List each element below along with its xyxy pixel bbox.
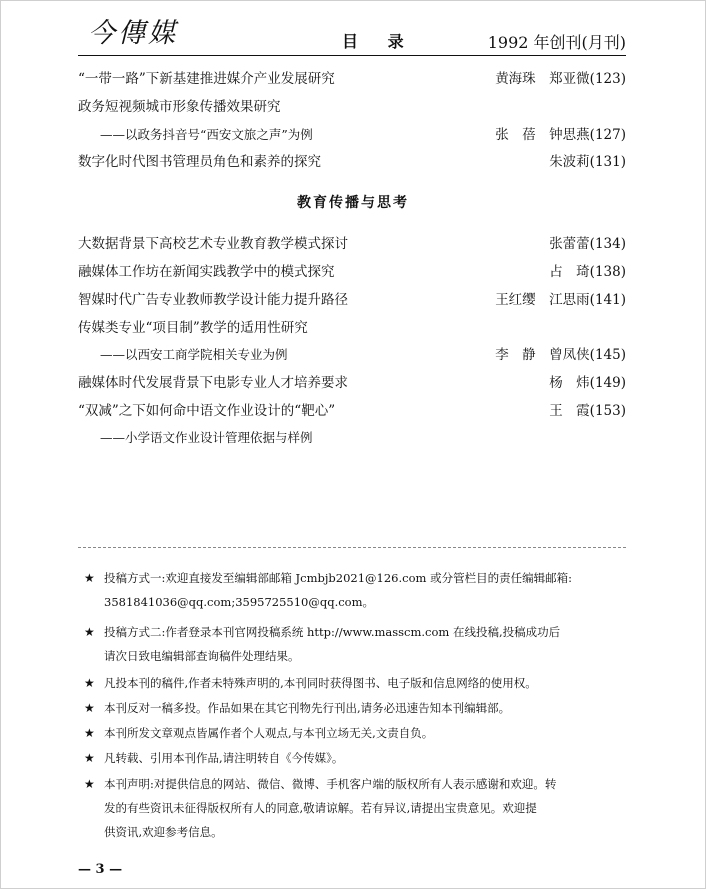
note-line: 本刊声明:对提供信息的网站、微信、微博、手机客户端的版权所有人表示感谢和欢迎。转 — [104, 777, 557, 791]
entry-authors: 黄海珠 郑亚微(123) — [495, 71, 626, 87]
note-line: 凡转载、引用本刊作品,请注明转自《今传媒》。 — [104, 751, 344, 765]
note-item — [84, 566, 616, 614]
note-item — [84, 671, 616, 695]
header-rule — [78, 55, 626, 56]
toc-entry[interactable] — [78, 370, 626, 396]
toc-entry-subtitle[interactable] — [78, 425, 626, 451]
note-line: 投稿方式一:欢迎直接发至编辑部邮箱 Jcmbjb2021@126.com 或分管栏目的责任编辑邮箱: — [104, 571, 572, 585]
entry-title: 融媒体工作坊在新闻实践教学中的模式探究 — [78, 264, 335, 280]
entry-title: 传媒类专业“项目制”教学的适用性研究 — [78, 320, 308, 336]
star-icon: ★ — [84, 726, 95, 740]
toc-title: 目 录 — [342, 32, 416, 51]
entry-title: 大数据背景下高校艺术专业教育教学模式探讨 — [78, 236, 348, 252]
toc-entry[interactable] — [78, 287, 626, 313]
issue-info: 1992 年创刊(月刊) — [487, 33, 626, 52]
note-item — [84, 721, 616, 745]
note-line: 发的有些资讯未征得版权所有人的同意,敬请谅解。若有异议,请提出宝贵意见。欢迎提 — [104, 801, 537, 815]
note-line: 本刊反对一稿多投。作品如果在其它刊物先行刊出,请务必迅速告知本刊编辑部。 — [104, 701, 511, 715]
entry-subtitle: ——小学语文作业设计管理依据与样例 — [100, 430, 313, 445]
entry-subtitle: ——以政务抖音号“西安文旅之声”为例 — [100, 127, 313, 142]
toc-entry[interactable] — [78, 149, 626, 175]
star-icon: ★ — [84, 676, 95, 690]
entry-title: 政务短视频城市形象传播效果研究 — [78, 99, 281, 115]
star-icon: ★ — [84, 571, 95, 585]
toc-entry[interactable] — [78, 231, 626, 257]
toc-entry[interactable] — [78, 94, 626, 120]
entry-authors: 张 蓓 钟思燕(127) — [495, 127, 626, 143]
entry-authors: 张蕾蕾(134) — [549, 236, 626, 252]
page-number: — 3 — — [78, 862, 123, 877]
note-line: 本刊所发文章观点皆属作者个人观点,与本刊立场无关,文责自负。 — [104, 726, 434, 740]
journal-logo: 今傳媒 — [88, 18, 178, 49]
entry-title: 融媒体时代发展背景下电影专业人才培养要求 — [78, 375, 348, 391]
entry-authors: 朱波莉(131) — [549, 154, 626, 170]
note-line: 投稿方式二:作者登录本刊官网投稿系统 http://www.masscm.com 在线投稿,投稿成功后 — [104, 625, 561, 639]
entry-title: 数字化时代图书管理员角色和素养的探究 — [78, 154, 321, 170]
entry-authors: 王红缨 江思雨(141) — [495, 292, 626, 308]
toc-entry[interactable] — [78, 66, 626, 92]
toc-entry[interactable] — [78, 259, 626, 285]
note-line: 凡投本刊的稿件,作者未特殊声明的,本刊同时获得图书、电子版和信息网络的使用权。 — [104, 676, 537, 690]
entry-title: “一带一路”下新基建推进媒介产业发展研究 — [78, 71, 335, 87]
note-item — [84, 746, 616, 770]
star-icon: ★ — [84, 625, 95, 639]
entry-title: 智媒时代广告专业教师教学设计能力提升路径 — [78, 292, 348, 308]
toc-entry-subtitle[interactable] — [78, 342, 626, 368]
entry-subtitle: ——以西安工商学院相关专业为例 — [100, 347, 288, 362]
section-heading: 教育传播与思考 — [297, 195, 409, 211]
toc-entry[interactable] — [78, 315, 626, 341]
entry-title: “双减”之下如何命中语文作业设计的“靶心” — [78, 403, 336, 419]
note-line: 请次日致电编辑部查询稿件处理结果。 — [104, 649, 300, 663]
entry-authors: 杨 炜(149) — [549, 375, 626, 391]
star-icon: ★ — [84, 777, 95, 791]
note-line: 3581841036@qq.com;3595725510@qq.com。 — [104, 595, 375, 609]
dashed-divider — [78, 547, 626, 548]
toc-entry-subtitle[interactable] — [78, 122, 626, 148]
note-item — [84, 772, 616, 844]
entry-authors: 王 霞(153) — [549, 403, 626, 419]
entry-authors: 占 琦(138) — [549, 264, 626, 280]
entry-authors: 李 静 曾凤侠(145) — [495, 347, 626, 363]
note-item — [84, 620, 616, 668]
note-line: 供资讯,欢迎参考信息。 — [104, 825, 223, 839]
note-item — [84, 696, 616, 720]
toc-entry[interactable] — [78, 398, 626, 424]
star-icon: ★ — [84, 701, 95, 715]
star-icon: ★ — [84, 751, 95, 765]
